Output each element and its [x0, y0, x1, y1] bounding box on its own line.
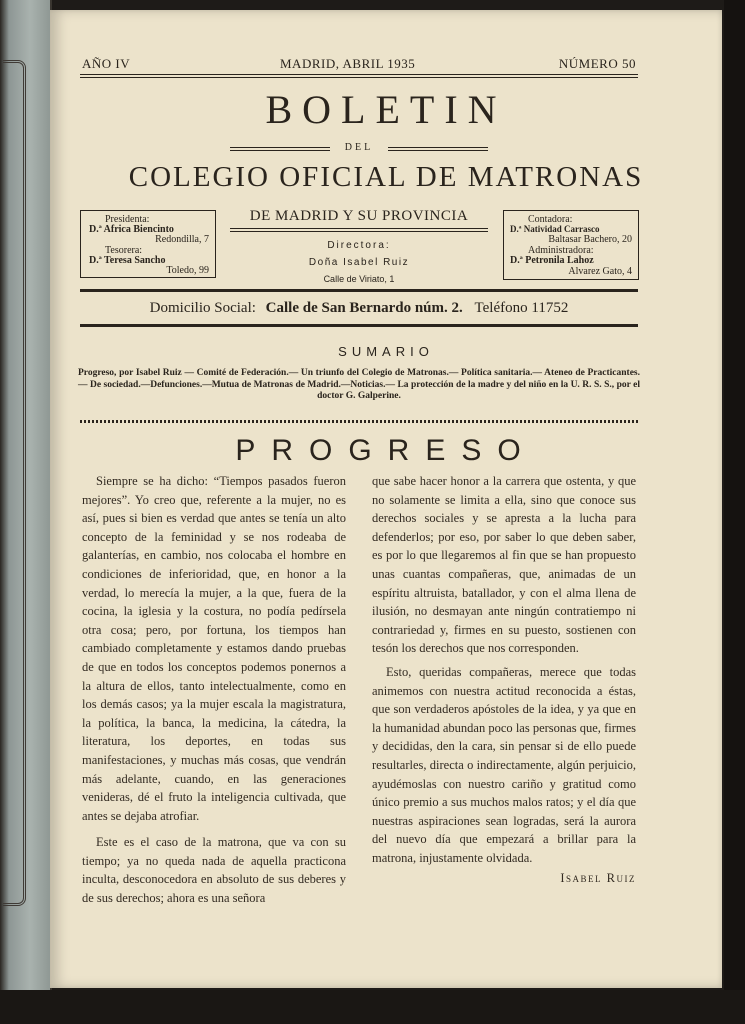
administradora-name: D.ª Petronila Lahoz — [510, 255, 594, 266]
del-rule-right — [388, 147, 488, 151]
book-binding-bottom — [0, 990, 745, 1024]
presidenta-name: D.ª Africa Biencinto — [89, 224, 174, 235]
region-rule — [230, 228, 488, 232]
issue-date: MADRID, ABRIL 1935 — [280, 56, 416, 71]
article-signature: Isabel Ruiz — [560, 871, 636, 886]
issue-number: NÚMERO 50 — [558, 56, 636, 71]
article-paragraph: Este es el caso de la matrona, que va con su tiempo; ya no queda nada de aquella practicona inculta, desconocedora en absoluto de sus deberes y de sus derechos; ahora es una señora — [82, 835, 346, 906]
article-paragraph: Esto, queridas compañeras, merece que todas animemos con nuestra actitud reconocida a éstas, que son verdaderos apóstoles de la idea, y ya que en la humanidad abundan poco las personas que, firmes y decididas, den la cara, sin pensar si de ello puede resultarles, directa o indirectamente, algún perjuicio, ayudémoslas con nuestro cariño y gratitud como único premio a sus muchos malos ratos; y el día que nuestras aspiraciones sean logradas, será la aurora del nuevo día que empezará a brillar para la matrona, injustamente olvidada. — [372, 664, 636, 865]
newsletter-page — [50, 10, 722, 988]
sumario-contents: Progreso, por Isabel Ruiz — Comité de Federación.— Un triunfo del Colegio de Matronas.— Política sanitaria.— Ateneo de Practicantes.— De sociedad.—Defunciones.—Mutua de Matronas de Madrid.—Noticias.— La protección de la madre y del niño en la U. R. S. S., por el doctor G. Galperine. — [78, 368, 640, 401]
domicilio-address: Calle de San Bernardo núm. 2. — [265, 300, 463, 316]
issue-year: AÑO IV — [82, 56, 131, 71]
domicilio-rule-bottom — [80, 324, 638, 327]
book-binding-left — [0, 0, 52, 1000]
tesorera-label: Tesorera: — [105, 245, 143, 256]
del-rule-left — [230, 147, 330, 151]
article-column-right — [372, 472, 636, 888]
contadora-label: Contadora: — [528, 214, 573, 225]
article-column-left — [82, 472, 346, 908]
domicilio-phone: Teléfono 11752 — [474, 300, 569, 316]
presidenta-label: Presidenta: — [105, 214, 150, 225]
officers-box-left — [80, 210, 216, 278]
book-binding-right — [724, 0, 745, 1024]
contadora-name: D.ª Natividad Carrasco — [510, 224, 600, 234]
organization-region: DE MADRID Y SU PROVINCIA — [249, 208, 469, 224]
del-label: DEL — [344, 142, 374, 153]
directora-block — [230, 208, 488, 284]
tesorera-name: D.ª Teresa Sancho — [89, 255, 166, 266]
article-paragraph: Siempre se ha dicho: “Tiempos pasados fueron mejores”. Yo creo que, referente a la mujer, no es así, pues si bien es verdad que antes se tenía un alto concepto de la feminidad y se nos rodeaba de galanterías, en cambio, nos colocaba el hombre en condiciones de inferioridad, que, en honor a la verdad, lo merecía la mujer, a la que, fuera de la cocina, la iglesia y la costura, no podía pedírsela otra cosa; pero, por fortuna, los tiempos han cambiado completamente y estamos dando pruebas de que en todos los conceptos podemos ponernos a la altura de ellos, tanto intelectualmente, como en los demás casos; ya la mujer escala la magistratura, la política, la banca, la medicina, la cátedra, la literatura, los deportes, en todas sus manifestaciones, y muchas más cosas, que vendrán más adelante, cuando, en las generaciones venideras, dé el fruto la inteligencia cultivada, que antes se dejaba atrofiar. — [82, 474, 346, 823]
domicilio-label: Domicilio Social: — [149, 300, 256, 316]
officers-box-right — [503, 210, 639, 280]
del-divider — [230, 142, 488, 158]
directora-label: Directora: — [327, 240, 391, 251]
domicilio-rule-top — [80, 289, 638, 292]
article-paragraph: que sabe hacer honor a la carrera que ostenta, y que no solamente se limita a ella, sino que conoce sus derechos sociales y se apresta a la lucha para defenderlos; por eso, por saber lo que deben saber, es por lo que llegaremos al fin que se han propuesto unas cuantas compañeras, que, animadas de un espíritu altruista, batallador, y con el alma llena de ilusión, no desmayan ante ningún contratiempo ni contrariedad y, firmes en su puesto, sostienen con tesón los derechos que nos corresponden. — [372, 474, 636, 656]
sumario-heading: SUMARIO — [338, 344, 434, 359]
masthead-title: BOLETIN — [265, 87, 507, 132]
top-rule — [80, 74, 638, 75]
article-title: PROGRESO — [235, 434, 537, 467]
administradora-address: Alvarez Gato, 4 — [568, 266, 632, 277]
presidenta-address: Redondilla, 7 — [155, 234, 209, 245]
administradora-label: Administradora: — [528, 245, 594, 256]
directora-name: Doña Isabel Ruiz — [308, 257, 410, 268]
contadora-address: Baltasar Bachero, 20 — [548, 234, 632, 245]
organization-name: COLEGIO OFICIAL DE MATRONAS — [128, 161, 644, 193]
section-divider — [80, 420, 638, 423]
tesorera-address: Toledo, 99 — [166, 265, 209, 276]
directora-address: Calle de Viriato, 1 — [323, 274, 395, 284]
binding-cord — [3, 60, 26, 906]
domicilio-line — [80, 300, 638, 317]
top-rule-2 — [80, 77, 638, 78]
